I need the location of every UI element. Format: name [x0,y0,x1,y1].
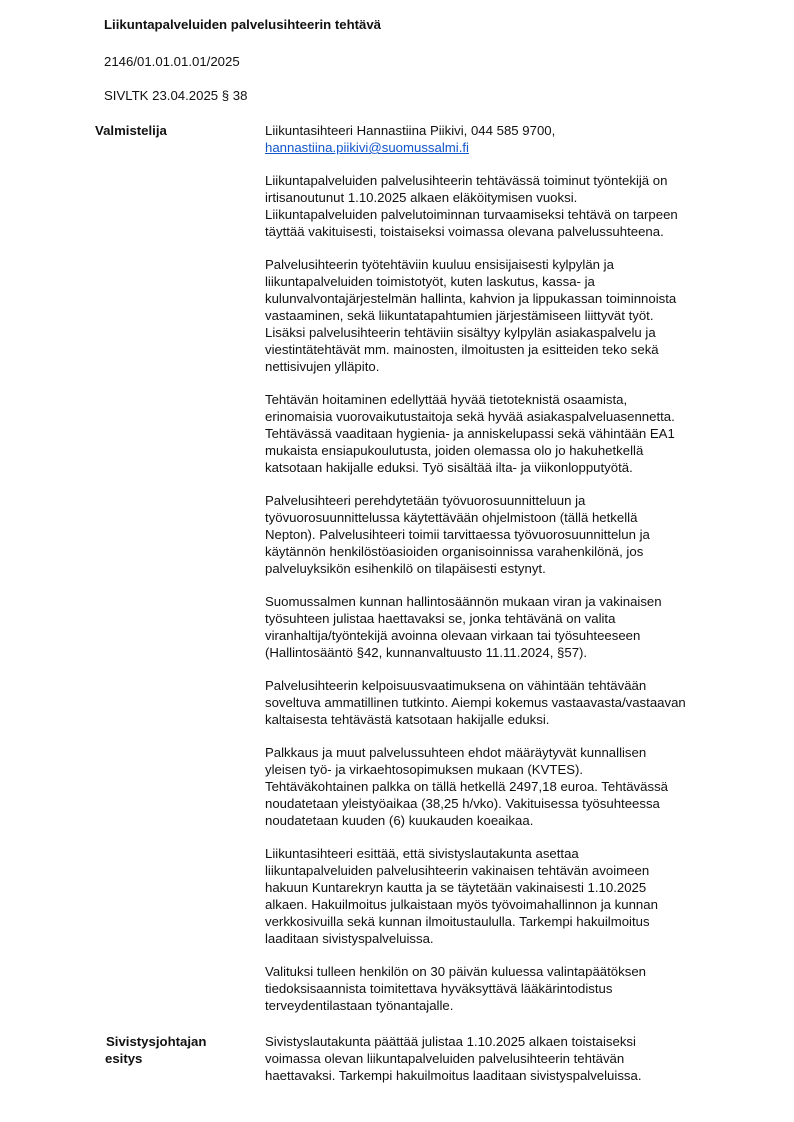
preparer-label: Valmistelija [95,123,167,138]
paragraph: Liikuntasihteeri esittää, että sivistyslautakunta asettaa liikuntapalveluiden palvelusihteerin vakinaisen tehtävän avoimeen hakuun Kuntarekryn kautta ja se täytetään vakinaisesti 1.10.2025 alkaen. Hakuilmoitus julkaistaan myös työvoimahallinnon ja kunnan verkkosivuilla sekä kunnan ilmoitustaululla. Tarkempi hakuilmoitus laaditaan sivistyspalveluissa. [265,846,658,946]
paragraph: Liikuntapalveluiden palvelusihteerin tehtävässä toiminut työntekijä on irtisanoutunut 1.10.2025 alkaen eläköitymisen vuoksi. Liikuntapalveluiden palvelutoiminnan turvaamiseksi tehtävä on tarpeen täyttää vakituisesti, toistaiseksi voimassa olevana palvelussuhteena. [265,173,678,239]
paragraph: Palkkaus ja muut palvelussuhteen ehdot määräytyvät kunnallisen yleisen työ- ja virkaehtosopimuksen mukaan (KVTES). Tehtäväkohtainen palkka on tällä hetkellä 2497,18 euroa. Tehtävässä noudatetaan yleistyöaikaa (38,25 h/vko). Vakituisessa työsuhteessa noudatetaan kuuden (6) kuukauden koeaikaa. [265,745,668,828]
preparer-name: Liikuntasihteeri Hannastiina Piikivi, 044 585 9700, [265,123,556,138]
proposal-label [106,1033,206,1067]
meeting-reference: SIVLTK 23.04.2025 § 38 [104,88,248,103]
paragraph: Suomussalmen kunnan hallintosäännön mukaan viran ja vakinaisen työsuhteen julistaa haettavaksi se, jonka tehtävänä on valita viranhaltija/työntekijä avoinna olevaan virkaan tai työsuhteeseen (Hallintosääntö §42, kunnanvaltuusto 11.11.2024, §57). [265,594,662,660]
proposal-text: Sivistyslautakunta päättää julistaa 1.10.2025 alkaen toistaiseksi voimassa olevan liikuntapalveluiden palvelusihteerin tehtävän haettavaksi. Tarkempi hakuilmoitus laaditaan sivistyspalveluissa. [265,1034,642,1083]
paragraph: Palvelusihteerin työtehtäviin kuuluu ensisijaisesti kylpylän ja liikuntapalveluiden toimistotyöt, kuten laskutus, kassa- ja kulunvalvontajärjestelmän hallinta, kahvion ja lippukassan toiminnoista vastaaminen, sekä liikuntatapahtumien järjestämiseen liittyvät työt. Lisäksi palvelusihteerin tehtäviin sisältyy kylpylän asiakaspalvelu ja viestintätehtävät mm. mainosten, ilmoitusten ja esitteiden teko sekä nettisivujen ylläpito. [265,257,677,374]
paragraph: Palvelusihteeri perehdytetään työvuorosuunnitteluun ja työvuorosuunnittelussa käytettävään ohjelmistoon (tällä hetkellä Nepton). Palvelusihteeri toimii tarvittaessa työvuorosuunnittelun ja käytännön henkilöstöasioiden organisoinnissa varahenkilönä, jos palveluyksikön esihenkilö on tilapäisesti estynyt. [265,493,650,576]
case-reference-number: 2146/01.01.01.01/2025 [104,54,240,69]
paragraph: Tehtävän hoitaminen edellyttää hyvää tietoteknistä osaamista, erinomaisia vuorovaikutustaitoja sekä hyvää asiakaspalveluasennetta. Tehtävässä vaaditaan hygienia- ja anniskelupassi sekä vähintään EA1 mukaista ensiapukoulutusta, joiden olemassa olo jo hakuhetkellä katsotaan hakijalle eduksi. Työ sisältää ilta- ja viikonlopputyötä. [265,392,675,475]
proposal-label-line1: Sivistysjohtajan [106,1034,207,1049]
preparer-email-link[interactable]: hannastiina.piikivi@suomussalmi.fi [265,140,469,155]
preparation-section [265,122,740,1014]
paragraph: Valituksi tulleen henkilön on 30 päivän kuluessa valintapäätöksen tiedoksisaannista toimitettava hyväksyttävä lääkärintodistus terveydentilastaan työnantajalle. [265,964,646,1013]
preparer-contact [265,122,740,156]
proposal-label-line2: esitys [105,1051,143,1066]
paragraph: Palvelusihteerin kelpoisuusvaatimuksena on vähintään tehtävään soveltuva ammatillinen tutkinto. Aiempi kokemus vastaavasta/vastaavan kaltaisesta tehtävästä katsotaan hakijalle eduksi. [265,678,686,727]
proposal-section [265,1033,740,1084]
document-title: Liikuntapalveluiden palvelusihteerin tehtävä [104,17,382,32]
